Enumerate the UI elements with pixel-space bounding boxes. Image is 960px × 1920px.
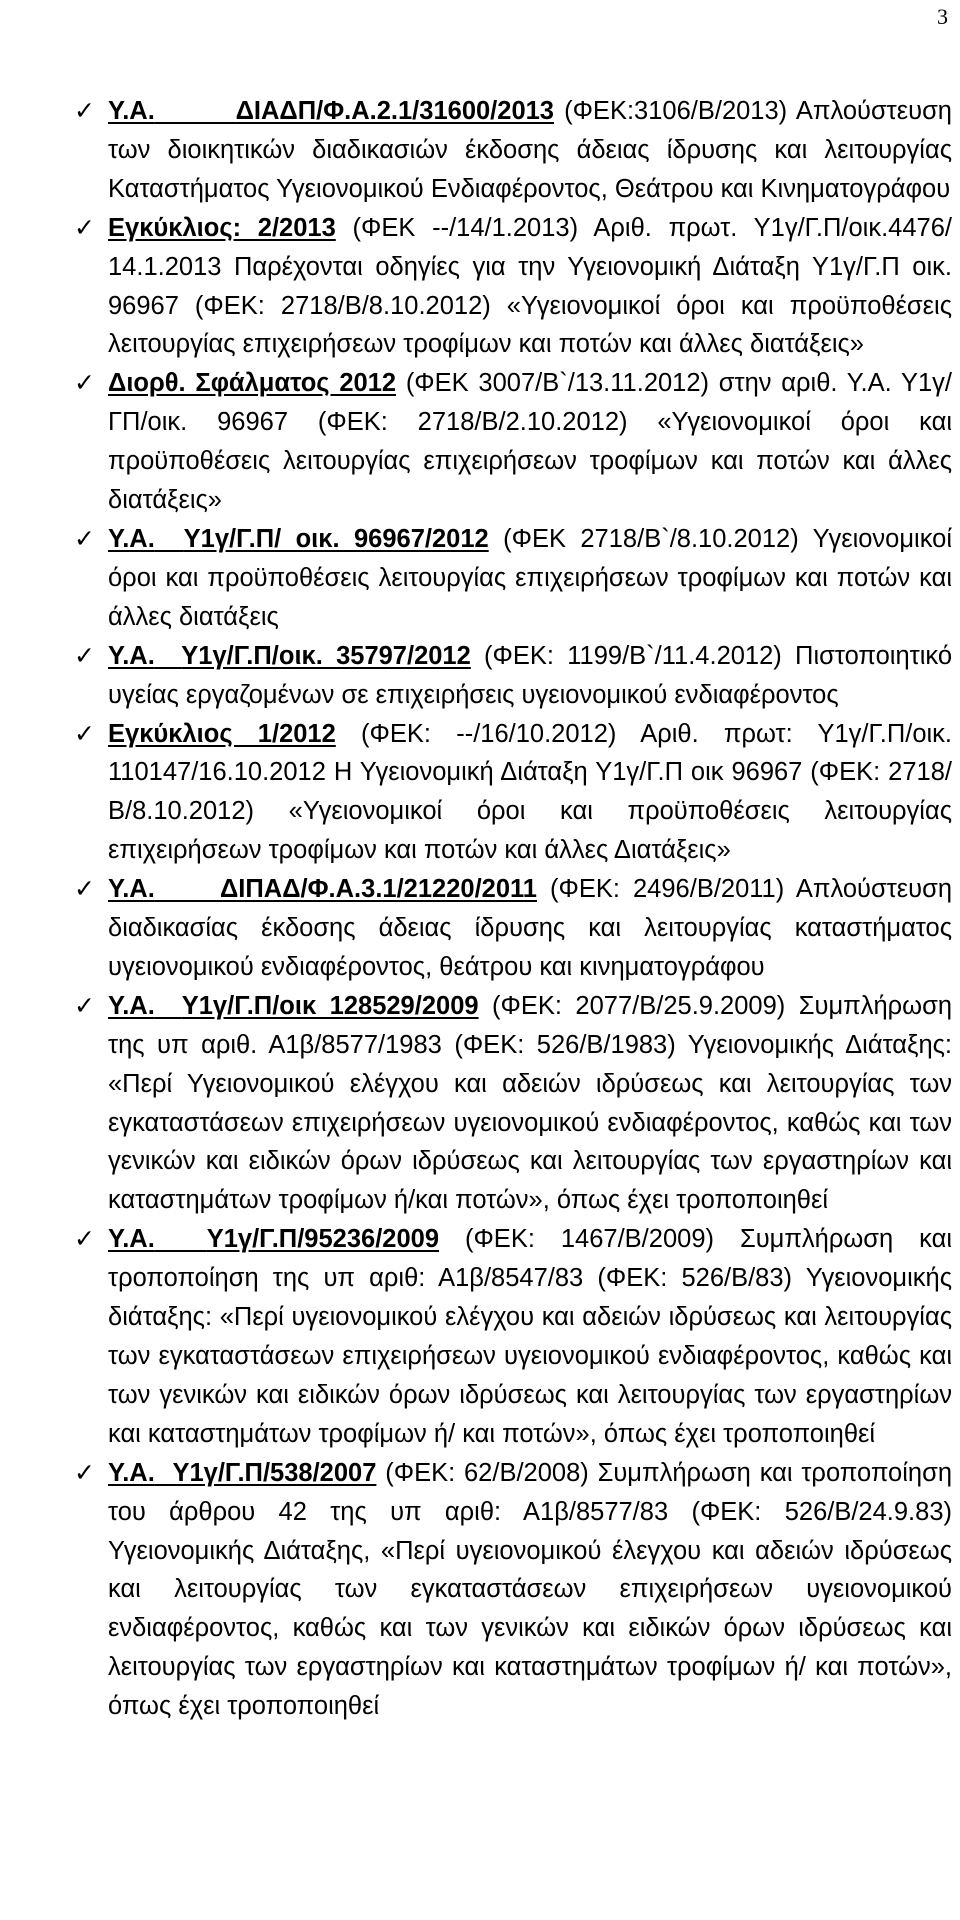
entry-description: (ΦΕΚ: 1199/Β`/11.4.2012) Πιστοποιητικό υγείας εργαζομένων σε επιχειρήσεις υγειονομικού ενδιαφέροντος <box>108 641 953 709</box>
list-item <box>74 92 952 209</box>
entry-description: (ΦΕΚ --/14/1.2013) Αριθ. πρωτ. Υ1γ/Γ.Π/οικ.4476/ 14.1.2013 Παρέχονται οδηγίες για την Υγειονομική Διάταξη Υ1γ/Γ.Π οικ. 96967 (ΦΕΚ: 2718/Β/8.10.2012) «Υγειονομικοί όροι και προϋποθέσεις λειτουργίας επιχειρήσεων τροφίμων και ποτών και άλλες διατάξεις» <box>108 213 952 359</box>
reference-code: Υ1γ/Γ.Π/ οικ. 96967/2012 <box>183 524 489 553</box>
reference-code: ΔΙΑΔΠ/Φ.Α.2.1/31600/2013 <box>235 97 554 125</box>
checkmark-icon: ✓ <box>74 641 95 670</box>
reference-prefix: Υ.Α. <box>108 97 155 125</box>
list-item <box>74 209 952 365</box>
legislation-reference <box>108 875 537 903</box>
checkmark-icon: ✓ <box>74 719 95 748</box>
reference-prefix: Υ.Α. <box>108 1458 155 1487</box>
checkmark-icon: ✓ <box>74 875 95 904</box>
reference-code: Υ1γ/Γ.Π/538/2007 <box>172 1458 377 1487</box>
list-item <box>74 1454 952 1726</box>
reference-prefix: Υ.Α. <box>108 524 155 553</box>
legislation-reference <box>108 642 471 670</box>
reference-prefix: Υ.Α. <box>108 1225 155 1254</box>
list-item <box>74 364 953 520</box>
entry-description: (ΦΕΚ 3007/Β`/13.11.2012) στην αριθ. Υ.Α. Υ1γ/ΓΠ/οικ. 96967 (ΦΕΚ: 2718/Β/2.10.2012) «Υγειονομικοί όροι και προϋποθέσεις λειτουργίας επιχειρήσεων τροφίμων και ποτών και άλλες διατάξεις» <box>108 369 953 515</box>
entry-description: (ΦΕΚ: 2496/Β/2011) Απλούστευση διαδικασίας έκδοσης άδειας ίδρυσης και λειτουργίας καταστήματος υγειονομικού ενδιαφέροντος, θεάτρου και κινηματογράφου <box>108 875 952 981</box>
entry-description: (ΦΕΚ: 2077/Β/25.9.2009) Συμπλήρωση της υπ αριθ. Α1β/8577/1983 (ΦΕΚ: 526/Β/1983) Υγειονομικής Διάταξης: «Περί Υγειονομικού ελέγχου και αδειών ιδρύσεως και λειτουργίας των εγκαταστάσεων επιχειρήσεων υγειονομικού ενδιαφέροντος, καθώς και των γενικών και ειδικών όρων ιδρύσεως και λειτουργίας των εργαστηρίων και καταστημάτων τροφίμων ή/και ποτών», όπως έχει τροποποιηθεί <box>108 991 953 1215</box>
entry-description: (ΦΕΚ: 62/Β/2008) Συμπλήρωση και τροποποίηση του άρθρου 42 της υπ αριθ: Α1β/8577/83 (ΦΕΚ: 526/Β/24.9.83) Υγειονομικής Διάταξης, «Περί υγειονομικού έλεγχου και αδειών ιδρύσεως και λειτουργίας των εγκαταστάσεων επιχειρήσεων υγειονομικού ενδιαφέροντος, καθώς και των γενικών και ειδικών όρων ιδρύσεως και λειτουργίας των εργαστηρίων και καταστημάτων τροφίμων ή/ και ποτών», όπως έχει τροποποιηθεί <box>108 1458 952 1721</box>
entry-description: (ΦΕΚ: --/16/10.2012) Αριθ. πρωτ: Υ1γ/Γ.Π/οικ. 110147/16.10.2012 Η Υγειονομική Διάταξη Υ1γ/Γ.Π οικ 96967 (ΦΕΚ: 2718/Β/8.10.2012) «Υγειονομικοί όροι και προϋποθέσεις λειτουργίας επιχειρήσεων τροφίμων και ποτών και άλλες Διατάξεις» <box>108 719 953 865</box>
entry-description: (ΦΕΚ 2718/Β`/8.10.2012) Υγειονομικοί όροι και προϋποθέσεις λειτουργίας επιχειρήσεων τροφίμων και ποτών και άλλες διατάξεις <box>108 524 952 631</box>
legislation-reference <box>108 97 554 125</box>
legislation-reference <box>108 525 489 553</box>
checkmark-icon: ✓ <box>74 1458 95 1487</box>
legislation-reference <box>108 1459 376 1487</box>
legislation-reference <box>108 1225 439 1253</box>
checkmark-icon: ✓ <box>74 524 95 553</box>
legislation-list <box>74 92 953 1726</box>
list-item <box>74 987 953 1220</box>
list-item <box>74 870 952 987</box>
reference-code: Εγκύκλιος 1/2012 <box>108 719 336 748</box>
reference-prefix: Υ.Α. <box>108 641 155 670</box>
entry-description: (ΦΕΚ: 1467/Β/2009) Συμπλήρωση και τροποποίηση της υπ αριθ: Α1β/8547/83 (ΦΕΚ: 526/Β/83) Υγειονομικής διάταξης: «Περί υγειονομικού ελέγχου και αδειών ιδρύσεως και λειτουργίας των εγκαταστάσεων επιχειρήσεων υγειονομικού ενδιαφέροντος, καθώς και των γενικών και ειδικών όρων ιδρύσεως και λειτουργίας των εργαστηρίων και καταστημάτων τροφίμων ή/ και ποτών», όπως έχει τροποποιηθεί <box>108 1225 953 1448</box>
page-number: 3 <box>937 4 948 29</box>
reference-code: ΔΙΠΑΔ/Φ.Α.3.1/21220/2011 <box>219 875 537 904</box>
reference-code: Υ1γ/Γ.Π/οικ 128529/2009 <box>181 991 479 1020</box>
list-item <box>74 1220 953 1453</box>
reference-code: Εγκύκλιος: 2/2013 <box>108 213 336 242</box>
list-item <box>74 637 953 715</box>
reference-code: Διορθ. Σφάλματος 2012 <box>108 369 397 398</box>
checkmark-icon: ✓ <box>74 213 95 242</box>
legislation-reference <box>108 992 479 1020</box>
checkmark-icon: ✓ <box>74 369 95 398</box>
checkmark-icon: ✓ <box>74 1225 95 1254</box>
checkmark-icon: ✓ <box>74 991 95 1020</box>
list-item <box>74 715 953 871</box>
reference-prefix: Υ.Α. <box>108 991 155 1020</box>
reference-code: Υ1γ/Γ.Π/οικ. 35797/2012 <box>181 641 471 670</box>
reference-code: Υ1γ/Γ.Π/95236/2009 <box>206 1225 440 1254</box>
reference-prefix: Υ.Α. <box>108 875 155 904</box>
list-item <box>74 520 952 637</box>
checkmark-icon: ✓ <box>74 97 95 125</box>
entry-description: (ΦΕΚ:3106/Β/2013) Απλούστευση των διοικητικών διαδικασιών έκδοσης άδειας ίδρυσης και λειτουργίας Καταστήματος Υγειονομικού Ενδιαφέροντος, Θεάτρου και Κινηματογράφου <box>108 97 952 203</box>
